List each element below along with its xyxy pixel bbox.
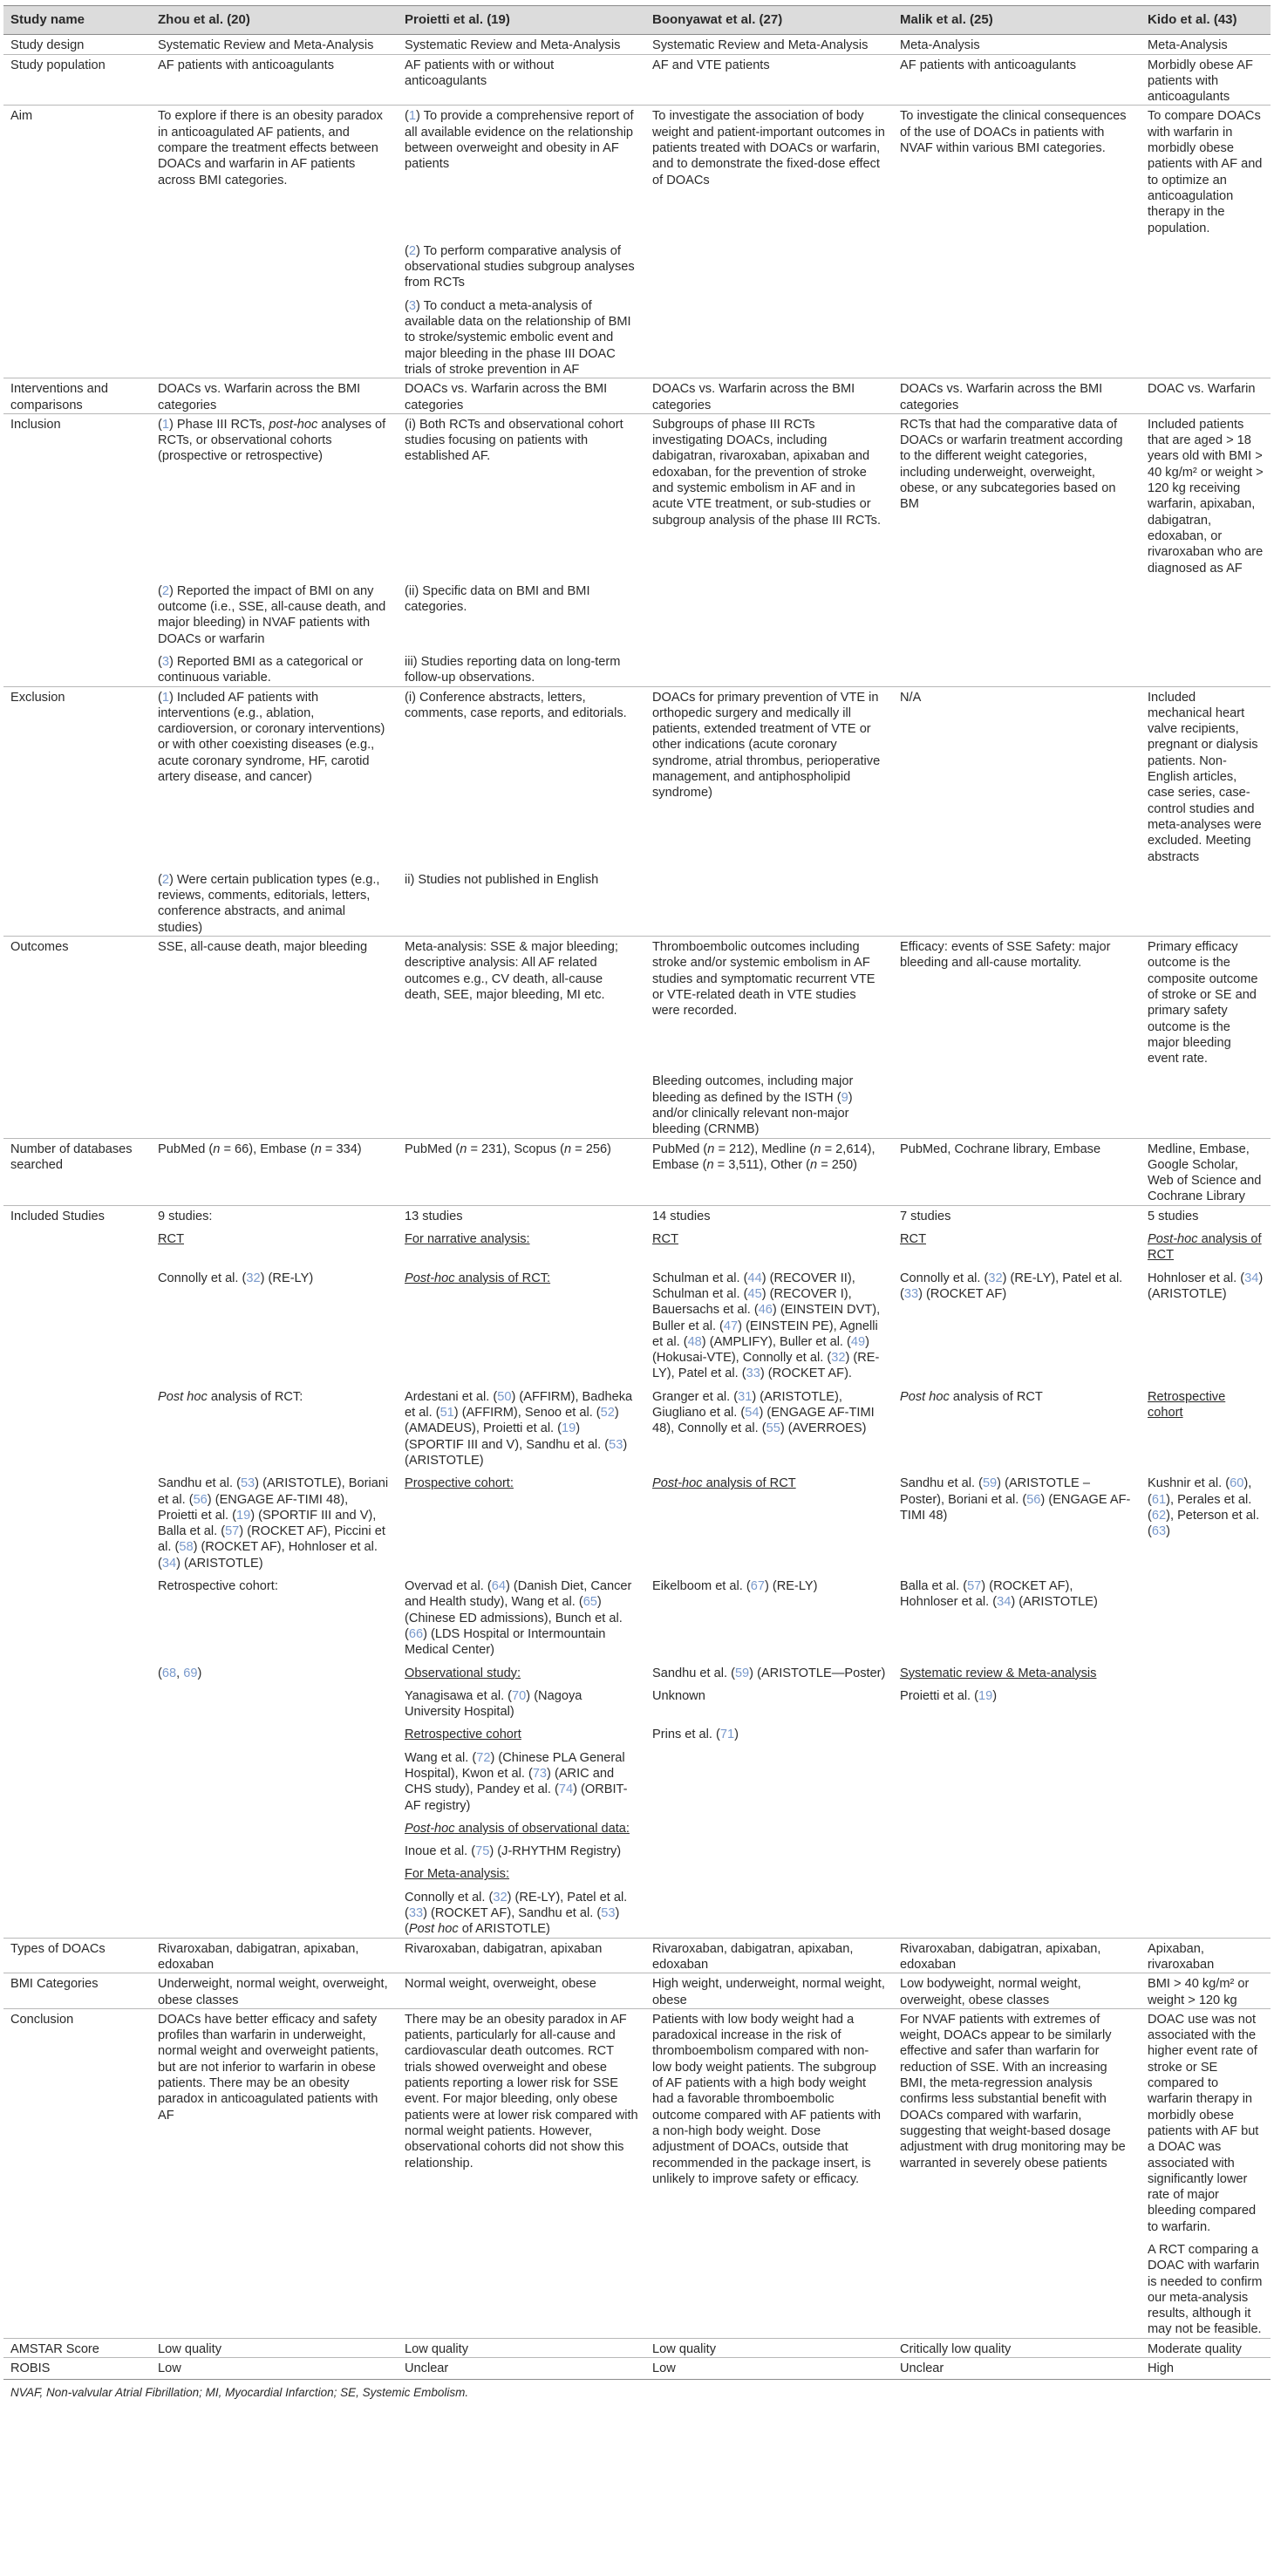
table-cell: N/A [893,686,1141,865]
row-label [3,1659,151,1681]
table-cell [893,1837,1141,1859]
table-cell: Critically low quality [893,2338,1141,2357]
table-footnote: NVAF, Non-valvular Atrial Fibrillation; MI, Myocardial Infarction; SE, Systemic Embolism. [10,2386,469,2400]
table-cell: 9 studies: [151,1205,398,1224]
table-cell [151,1743,398,1814]
header-row [3,6,1271,35]
header-proietti: Proietti et al. (19) [398,6,645,35]
table-cell [1141,1743,1271,1814]
table-cell: (1) Phase III RCTs, post-hoc analyses of RCTs, or observational cohorts (prospective or retrospective) [151,413,398,576]
table-cell: Prins et al. (71) [652,1728,739,1742]
table-cell [893,1067,1141,1138]
table-cell: RCT [158,1232,184,1247]
table-cell: Hohnloser et al. (34) (ARISTOTLE) [1148,1271,1264,1301]
table-cell: 5 studies [1141,1205,1271,1224]
table-cell: PubMed (n = 66), Embase (n = 334) [151,1138,398,1205]
table-cell [151,1859,398,1882]
table-cell: For NVAF patients with extremes of weight, DOACs appear to be similarly effective and safer than warfarin for reduction of SSE. With an increasing BMI, the meta-regression analysis confirms less substantial benefit with DOACs compared with warfarin, suggesting that weight-based dosage adjustment with drug monitoring may be warranted in severely obese patients [893,2008,1141,2235]
table-cell [893,1814,1141,1837]
row-label [3,1681,151,1721]
comparison-table [3,5,1271,2380]
table-row [3,1814,1271,1837]
table-cell: Sandhu et al. (53) (ARISTOTLE), Boriani et al. (56) (ENGAGE AF-TIMI 48), Proietti et al. (19) (SPORTIF III and V), Balla et al. (57) (ROCKET AF), Piccini et al. (58) (ROCKET AF), Hohnloser et al. (34) (ARISTOTLE) [158,1476,389,1571]
table-cell: To compare DOACs with warfarin in morbidly obese patients with AF and to optimize an anticoagulation therapy in the population. [1141,106,1271,236]
table-row [3,236,1271,291]
table-cell: Retrospective cohort [405,1728,521,1742]
table-cell: Morbidly obese AF patients with anticoagulants [1141,54,1271,106]
table-row [3,865,1271,937]
table-cell: Ardestani et al. (50) (AFFIRM), Badheka et al. (51) (AFFIRM), Senoo et al. (52) (AMADEUS), Proietti et al. (19) (SPORTIF III and V), Sandhu et al. (53) (ARISTOTLE) [405,1389,633,1468]
table-cell: Wang et al. (72) (Chinese PLA General Hospital), Kwon et al. (73) (ARIC and CHS study), Pandey et al. (74) (ORBIT-AF registry) [405,1750,628,1813]
table-cell: DOACs have better efficacy and safety profiles than warfarin in underweight, normal weight and overweight patients, but are not inferior to warfarin in obese patients. There may be an obesity paradox in anticoagulated patients with AF [151,2008,398,2235]
table-row [3,106,1271,236]
table-cell [645,1859,893,1882]
table-cell: PubMed, Cochrane library, Embase [893,1138,1141,1205]
header-study-name: Study name [3,6,151,35]
table-cell [645,2235,893,2338]
header-boonyawat: Boonyawat et al. (27) [645,6,893,35]
table-cell: SSE, all-cause death, major bleeding [151,937,398,1067]
table-cell: Systematic review & Meta-analysis [900,1666,1097,1680]
table-cell: Proietti et al. (19) [900,1688,998,1703]
table-cell: RCTs that had the comparative data of DOACs or warfarin treatment according to the different weight categories, including underweight, overweight, obese, or any subcategories based on BM [893,413,1141,576]
table-cell: Systematic Review and Meta-Analysis [151,35,398,54]
header-zhou: Zhou et al. (20) [151,6,398,35]
row-label [3,291,151,378]
table-cell: Subgroups of phase III RCTs investigating DOACs, including dabigatran, rivaroxaban, apixaban and edoxaban, for the prevention of stroke and systemic embolism in AF and in acute VTE treatment, or sub-studies or subgroup analysis of the phase III RCTs. [645,413,893,576]
table-cell: Unclear [398,2358,645,2380]
table-cell [151,2235,398,2338]
table-cell: To investigate the association of body weight and patient-important outcomes in patients treated with DOACs or warfarin, and to demonstrate the fixed-dose effect of DOACs [645,106,893,236]
table-cell: AF patients with or without anticoagulants [398,54,645,106]
table-cell [645,1743,893,1814]
table-cell [151,1720,398,1742]
table-cell: Low quality [645,2338,893,2357]
table-cell: Post-hoc analysis of RCT: [405,1271,551,1285]
table-cell: Medline, Embase, Google Scholar, Web of Science and Cochrane Library [1141,1138,1271,1205]
row-label [3,1859,151,1882]
table-row [3,2338,1271,2357]
table-cell [1141,1859,1271,1882]
table-cell [1141,236,1271,291]
table-cell: Included mechanical heart valve recipients, pregnant or dialysis patients. Non-English articles, case series, case-control studies and meta-analyses were excluded. Meeting abstracts [1141,686,1271,865]
table-row [3,647,1271,686]
table-row [3,576,1271,647]
table-row [3,1837,1271,1859]
table-row [3,378,1271,414]
row-label [3,1224,151,1264]
table-cell: iii) Studies reporting data on long-term follow-up observations. [405,654,621,685]
table-cell [398,1067,645,1138]
table-cell [645,1837,893,1859]
table-cell: Meta-analysis: SSE & major bleeding; descriptive analysis: All AF related outcomes e.g., CV death, all-cause death, SEE, major bleeding, MI etc. [398,937,645,1067]
table-cell: DOACs vs. Warfarin across the BMI categories [151,378,398,414]
table-cell: Low quality [151,2338,398,2357]
table-cell [893,1883,1141,1938]
table-cell [893,1720,1141,1742]
row-label: Outcomes [3,937,151,1067]
table-cell: Observational study: [405,1666,521,1680]
table-cell [1141,865,1271,937]
table-cell: RCT [900,1232,926,1247]
table-cell: Schulman et al. (44) (RECOVER II), Schulman et al. (45) (RECOVER I), Bauersachs et al. (46) (EINSTEIN DVT), Buller et al. (47) (EINSTEIN PE), Agnelli et al. (48) (AMPLIFY), Buller et al. (49) (Hokusai-VTE), Connolly et al. (32) (RE-LY), Patel et al. (33) (ROCKET AF). [652,1271,881,1381]
table-cell [1141,1681,1271,1721]
row-label: ROBIS [3,2358,151,2380]
table-cell: DOACs vs. Warfarin across the BMI categories [398,378,645,414]
table-cell [893,1743,1141,1814]
table-row [3,1067,1271,1138]
table-cell: Low bodyweight, normal weight, overweight, obese classes [893,1973,1141,2009]
row-label [3,236,151,291]
row-label: Study design [3,35,151,54]
table-cell [1141,647,1271,686]
table-cell: Included patients that are aged > 18 years old with BMI > 40 kg/m² or weight > 120 kg receiving warfarin, apixaban, dabigatran, edoxaban, or rivaroxaban who are diagnosed as AF [1141,413,1271,576]
table-cell [151,1814,398,1837]
table-cell: 14 studies [645,1205,893,1224]
table-cell: Rivaroxaban, dabigatran, apixaban, edoxaban [151,1938,398,1973]
table-cell: BMI > 40 kg/m² or weight > 120 kg [1141,1973,1271,2009]
table-cell: High weight, underweight, normal weight, obese [645,1973,893,2009]
table-cell: Rivaroxaban, dabigatran, apixaban, edoxaban [893,1938,1141,1973]
table-cell: Unclear [893,2358,1141,2380]
table-cell [893,1859,1141,1882]
row-label: Included Studies [3,1205,151,1224]
table-cell: Connolly et al. (32) (RE-LY) [158,1271,314,1285]
table-cell [1141,1814,1271,1837]
row-label: BMI Categories [3,1973,151,2009]
table-cell [151,1067,398,1138]
table-cell: (i) Both RCTs and observational cohort studies focusing on patients with established AF. [398,413,645,576]
table-row [3,2008,1271,2235]
table-row [3,1973,1271,2009]
table-cell: (3) To conduct a meta-analysis of available data on the relationship of BMI to stroke/systemic embolic event and major bleeding in the phase III DOAC trials of stroke prevention in AF [405,298,631,377]
table-row [3,54,1271,106]
table-cell: Prospective cohort: [405,1476,514,1491]
row-label: Conclusion [3,2008,151,2235]
header-malik: Malik et al. (25) [893,6,1141,35]
row-label [3,1743,151,1814]
table-cell [645,236,893,291]
table-cell [398,2235,645,2338]
row-label: Study population [3,54,151,106]
table-cell: A RCT comparing a DOAC with warfarin is needed to confirm our meta-analysis results, although it may not be feasible. [1148,2243,1263,2337]
table-cell [1141,1659,1271,1681]
table-cell: DOACs vs. Warfarin across the BMI categories [893,378,1141,414]
table-cell: AF patients with anticoagulants [151,54,398,106]
table-cell: Retrospective cohort: [158,1579,278,1594]
row-label [3,1067,151,1138]
table-cell: DOACs for primary prevention of VTE in orthopedic surgery and medically ill patients, extended treatment of VTE or other indications (acute coronary syndrome, atrial thrombus, perioperative management, and antiphospholipid syndrome) [645,686,893,865]
table-cell: (3) Reported BMI as a categorical or continuous variable. [158,654,364,685]
table-cell: Rivaroxaban, dabigatran, apixaban, edoxaban [645,1938,893,1973]
row-label [3,1837,151,1859]
table-cell: To explore if there is an obesity paradox in anticoagulated AF patients, and compare the treatment effects between DOACs and warfarin in AF patients across BMI categories. [151,106,398,236]
row-label: Inclusion [3,413,151,576]
table-cell: DOAC vs. Warfarin [1141,378,1271,414]
table-cell: Retrospective cohort [1148,1389,1226,1421]
table-cell: Rivaroxaban, dabigatran, apixaban [398,1938,645,1973]
table-row [3,2358,1271,2380]
table-row [3,937,1271,1067]
row-label [3,1814,151,1837]
row-label [3,1469,151,1571]
table-row [3,1681,1271,1721]
table-cell: (1) To provide a comprehensive report of all available evidence on the relationship between overweight and obesity in AF patients [398,106,645,236]
table-cell: AF patients with anticoagulants [893,54,1141,106]
table-row [3,1224,1271,1264]
row-label: Exclusion [3,686,151,865]
table-cell: PubMed (n = 212), Medline (n = 2,614), Embase (n = 3,511), Other (n = 250) [645,1138,893,1205]
table-cell: Balla et al. (57) (ROCKET AF), Hohnloser et al. (34) (ARISTOTLE) [900,1579,1098,1610]
table-cell: For Meta-analysis: [405,1867,510,1882]
table-cell: 13 studies [398,1205,645,1224]
row-label: Interventions and comparisons [3,378,151,414]
table-cell [151,236,398,291]
row-label: Types of DOACs [3,1938,151,1973]
table-cell [893,2235,1141,2338]
table-cell [1141,1067,1271,1138]
table-cell: High [1141,2358,1271,2380]
table-cell [645,576,893,647]
table-cell: Post hoc analysis of RCT: [158,1389,303,1404]
table-cell [893,291,1141,378]
table-cell: Normal weight, overweight, obese [398,1973,645,2009]
table-cell [893,576,1141,647]
table-cell [645,865,893,937]
table-cell: Overvad et al. (64) (Danish Diet, Cancer and Health study), Wang et al. (65) (Chinese ED admissions), Bunch et al. (66) (LDS Hospital or Intermountain Medical Center) [405,1579,632,1658]
table-cell: Post-hoc analysis of RCT [1148,1232,1262,1263]
table-row [3,1859,1271,1882]
table-row [3,291,1271,378]
table-cell: Primary efficacy outcome is the composite outcome of stroke or SE and primary safety outcome is the major bleeding event rate. [1141,937,1271,1067]
row-label [3,1382,151,1469]
table-cell: PubMed (n = 231), Scopus (n = 256) [398,1138,645,1205]
header-kido: Kido et al. (43) [1141,6,1271,35]
table-cell: (2) Reported the impact of BMI on any outcome (i.e., SSE, all-cause death, and major bleeding) in NVAF patients with DOACs or warfarin [158,583,386,646]
table-cell: Sandhu et al. (59) (ARISTOTLE – Poster), Boriani et al. (56) (ENGAGE AF-TIMI 48) [900,1476,1131,1523]
table-cell: Low quality [398,2338,645,2357]
table-cell: Moderate quality [1141,2338,1271,2357]
table-row [3,686,1271,865]
table-cell: ii) Studies not published in English [405,872,599,887]
table-cell [645,291,893,378]
row-label [3,1720,151,1742]
table-row [3,1720,1271,1742]
table-cell: (1) Included AF patients with interventions (e.g., ablation, cardioversion, or coronary interventions) or with other coexisting diseases (e.g., acute coronary syndrome, HF, carotid artery disease, and cancer) [151,686,398,865]
table-cell [645,1814,893,1837]
table-cell: Low [645,2358,893,2380]
table-cell: 7 studies [893,1205,1141,1224]
table-cell: Apixaban, rivaroxaban [1141,1938,1271,1973]
table-cell: (2) To perform comparative analysis of observational studies subgroup analyses from RCTs [405,243,635,290]
table-cell: (ii) Specific data on BMI and BMI categories. [405,583,590,615]
table-cell [151,1837,398,1859]
table-cell: Low [151,2358,398,2380]
table-cell [151,1681,398,1721]
table-cell: Post hoc analysis of RCT [900,1389,1043,1404]
table-cell: DOACs vs. Warfarin across the BMI categories [645,378,893,414]
row-label [3,647,151,686]
table-cell [1141,1720,1271,1742]
table-cell [1141,1837,1271,1859]
table-cell [645,647,893,686]
table-cell: (i) Conference abstracts, letters, comments, case reports, and editorials. [398,686,645,865]
row-label [3,1264,151,1382]
table-row [3,1938,1271,1973]
table-cell: Systematic Review and Meta-Analysis [398,35,645,54]
table-cell: Connolly et al. (32) (RE-LY), Patel et al. (33) (ROCKET AF) [900,1271,1123,1301]
table-row [3,1205,1271,1224]
table-row [3,1264,1271,1382]
table-cell [1141,1571,1271,1658]
table-cell [1141,291,1271,378]
row-label: AMSTAR Score [3,2338,151,2357]
table-cell: DOAC use was not associated with the higher event rate of stroke or SE compared to warfarin therapy in morbidly obese patients with AF but a DOAC was associated with significantly lower rate of major bleeding compared to warfarin. [1141,2008,1271,2235]
table-cell: (68, 69) [158,1666,202,1680]
table-cell [151,1883,398,1938]
table-cell: Efficacy: events of SSE Safety: major bleeding and all-cause mortality. [893,937,1141,1067]
table-cell: AF and VTE patients [645,54,893,106]
table-cell [1141,1883,1271,1938]
table-cell [1141,576,1271,647]
table-cell: RCT [652,1232,678,1247]
table-cell: There may be an obesity paradox in AF patients, particularly for all-cause and cardiovascular death outcomes. RCT trials showed overweight and obese patients reporting a lower risk for SSE event. For major bleeding, only obese patients were at lower risk compared with normal weight patients. However, observational cohorts did not show this relationship. [398,2008,645,2235]
table-cell: Post-hoc analysis of observational data: [405,1821,630,1836]
table-cell: Granger et al. (31) (ARISTOTLE), Giugliano et al. (54) (ENGAGE AF-TIMI 48), Connolly et al. (55) (AVERROES) [652,1389,875,1436]
table-row [3,2235,1271,2338]
table-cell: Kushnir et al. (60), (61), Perales et al. (62), Peterson et al. (63) [1148,1476,1260,1539]
table-cell: Systematic Review and Meta-Analysis [645,35,893,54]
table-cell: Bleeding outcomes, including major bleeding as defined by the ISTH (9) and/or clinically relevant non-major bleeding (CRNMB) [652,1074,854,1137]
table-cell: Inoue et al. (75) (J-RHYTHM Registry) [405,1844,622,1859]
table-row [3,1382,1271,1469]
row-label [3,576,151,647]
table-row [3,1571,1271,1658]
table-cell: Eikelboom et al. (67) (RE-LY) [652,1579,818,1594]
table-cell: Post-hoc analysis of RCT [652,1476,796,1491]
table-cell [893,647,1141,686]
table-cell: Meta-Analysis [1141,35,1271,54]
row-label [3,2235,151,2338]
table-row [3,413,1271,576]
table-cell: For narrative analysis: [405,1232,530,1247]
table-cell [893,236,1141,291]
row-label [3,1571,151,1658]
table-row [3,1659,1271,1681]
table-row [3,1883,1271,1938]
table-cell [893,865,1141,937]
table-cell: Connolly et al. (32) (RE-LY), Patel et al. (33) (ROCKET AF), Sandhu et al. (53) (Post hoc of ARISTOTLE) [405,1890,628,1937]
table-row [3,1743,1271,1814]
row-label [3,1883,151,1938]
table-cell: Sandhu et al. (59) (ARISTOTLE—Poster) [652,1666,886,1680]
table-cell: (2) Were certain publication types (e.g., reviews, comments, editorials, letters, conference abstracts, and animal studies) [158,872,380,935]
table-body [3,35,1271,2380]
table-cell: Thromboembolic outcomes including stroke and/or systemic embolism in AF studies and symptomatic recurrent VTE or VTE-related death in VTE studies were recorded. [645,937,893,1067]
table-row [3,35,1271,54]
row-label [3,865,151,937]
table-row [3,1138,1271,1205]
table-cell: Yanagisawa et al. (70) (Nagoya University Hospital) [405,1688,582,1720]
table-cell: Patients with low body weight had a paradoxical increase in the risk of thromboembolism compared with non-low body weight patients. The subgroup of AF patients with a high body weight had a favorable thromboembolic outcome compared with AF patients with a non-high body weight. Dose adjustment of DOACs, outside that recommended in the package insert, is unlikely to improve safety or efficacy. [645,2008,893,2235]
table-cell [151,291,398,378]
table-row [3,1469,1271,1571]
table-cell: To investigate the clinical consequences of the use of DOACs in patients with NVAF within various BMI categories. [893,106,1141,236]
row-label: Aim [3,106,151,236]
table-cell: Meta-Analysis [893,35,1141,54]
table-cell: Unknown [652,1688,705,1703]
table-cell: Underweight, normal weight, overweight, obese classes [151,1973,398,2009]
table-cell [645,1883,893,1938]
row-label: Number of databases searched [3,1138,151,1205]
